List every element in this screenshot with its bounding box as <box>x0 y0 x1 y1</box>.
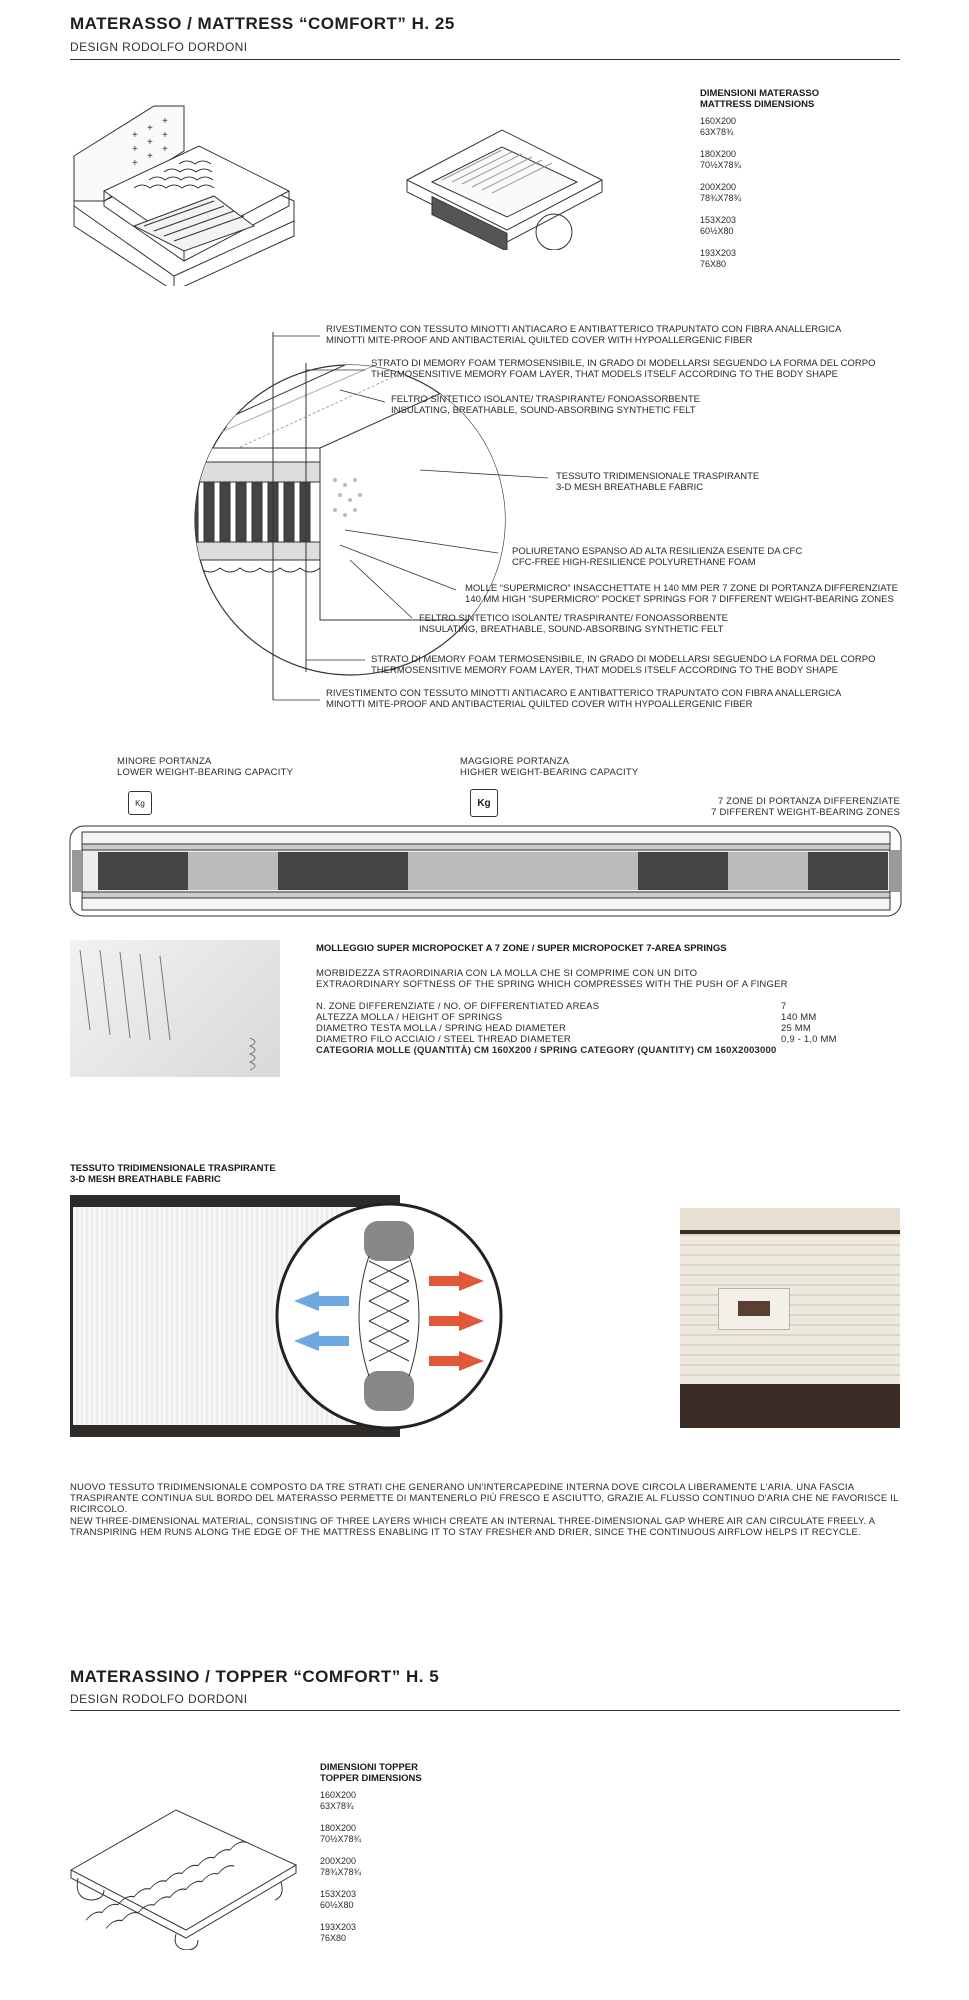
mattress-title: MATERASSO / MATTRESS “COMFORT” H. 25 <box>70 14 455 33</box>
layer-callout: FELTRO SINTETICO ISOLANTE/ TRASPIRANTE/ FONOASSORBENTE INSULATING, BREATHABLE, SOUND-ABSORBING SYNTHETIC FELT <box>391 394 700 416</box>
springs-desc-it: MORBIDEZZA STRAORDINARIA CON LA MOLLA CHE SI COMPRIME CON UN DITO <box>316 968 698 979</box>
dimension-item: 200X200 78¾X78¾ <box>320 1856 362 1877</box>
spec-row: DIAMETRO FILO ACCIAIO / STEEL THREAD DIAMETER 0,9 - 1,0 MM <box>316 1034 837 1045</box>
svg-text:+: + <box>147 137 153 148</box>
topper-dimensions: DIMENSIONI TOPPER TOPPER DIMENSIONS 160X200 63X78¾ 180X200 70½X78¾ 200X200 78¾X78¾ 153X203 60½X80 193X203 76X80 <box>320 1762 422 1943</box>
dimension-item: 193X203 76X80 <box>320 1922 357 1943</box>
layer-callout: STRATO DI MEMORY FOAM TERMOSENSIBILE, IN GRADO DI MODELLARSI SEGUENDO LA FORMA DEL CORPO THERMOSENSITIVE MEMORY FOAM LAYER, THAT MODELS ITSELF ACCORDING TO THE BODY SHAPE <box>371 358 876 380</box>
layer-callout: POLIURETANO ESPANSO AD ALTA RESILIENZA ESENTE DA CFC CFC-FREE HIGH-RESILIENCE POLYURETHANE FOAM <box>512 546 803 568</box>
mattress-photo <box>680 1208 900 1428</box>
svg-text:+: + <box>132 130 138 141</box>
dimension-item: 193X203 76X80 <box>700 248 737 269</box>
dimensions-title-en: MATTRESS DIMENSIONS <box>700 99 815 110</box>
topper-designer: DESIGN RODOLFO DORDONI <box>70 1692 248 1706</box>
spec-row: N. ZONE DIFFERENZIATE / NO. OF DIFFERENTIATED AREAS 7 <box>316 1001 787 1012</box>
spring-photo <box>70 940 280 1077</box>
topper-illustration <box>66 1800 306 1950</box>
mesh-title: TESSUTO TRIDIMENSIONALE TRASPIRANTE 3-D MESH BREATHABLE FABRIC <box>70 1163 276 1185</box>
dimension-item: 180X200 70½X78¾ <box>320 1823 362 1844</box>
svg-text:+: + <box>147 123 153 134</box>
dimension-item: 153X203 60½X80 <box>700 215 737 236</box>
light-weight-icon: Kg <box>128 791 152 815</box>
dimension-item: 153X203 60½X80 <box>320 1889 357 1910</box>
svg-text:+: + <box>147 151 153 162</box>
layer-callout: TESSUTO TRIDIMENSIONALE TRASPIRANTE 3-D MESH BREATHABLE FABRIC <box>556 471 760 493</box>
svg-text:+: + <box>162 116 168 127</box>
layer-callout: RIVESTIMENTO CON TESSUTO MINOTTI ANTIACARO E ANTIBATTERICO TRAPUNTATO CON FIBRA ANALLERGICA MINOTTI MITE-PROOF AND ANTIBACTERIAL QUILTED COVER WITH HYPOALLERGENIC FIBER <box>326 324 842 346</box>
layer-callout: MOLLE “SUPERMICRO” INSACCHETTATE H 140 MM PER 7 ZONE DI PORTANZA DIFFERENZIATE 140 MM HIGH “SUPERMICRO” POCKET SPRINGS FOR 7 DIFFERENT WEIGHT-BEARING ZONES <box>465 583 899 605</box>
layer-callout: STRATO DI MEMORY FOAM TERMOSENSIBILE, IN GRADO DI MODELLARSI SEGUENDO LA FORMA DEL CORPO THERMOSENSITIVE MEMORY FOAM LAYER, THAT MODELS ITSELF ACCORDING TO THE BODY SHAPE <box>371 654 876 676</box>
spring-category: CATEGORIA MOLLE (QUANTITÀ) CM 160X200 / SPRING CATEGORY (QUANTITY) CM 160X2003000 <box>316 1045 777 1056</box>
mesh-cross-section <box>274 1201 504 1431</box>
mesh-desc-it: NUOVO TESSUTO TRIDIMENSIONALE COMPOSTO DA TRE STRATI CHE GENERANO UN'INTERCAPEDINE INTERNA DOVE CIRCOLA LIBERAMENTE L'ARIA. UNA FASCIA TRASPIRANTE CONTINUA SUL BORDO DEL MATERASSO PERMETTE DI MANTENERLO PIÙ FRESCO E ASCIUTTO, GRAZIE AL FLUSSO CONTINUO D'ARIA CHE NE FAVORISCE IL RICIRCOLO. <box>70 1482 899 1515</box>
dimensions-title-it: DIMENSIONI MATERASSO <box>700 88 820 99</box>
dimension-item: 180X200 70½X78¾ <box>700 149 742 170</box>
springs-block <box>316 943 837 1056</box>
spec-row: DIAMETRO TESTA MOLLA / SPRING HEAD DIAMETER 25 MM <box>316 1023 812 1034</box>
layer-callout: RIVESTIMENTO CON TESSUTO MINOTTI ANTIACARO E ANTIBATTERICO TRAPUNTATO CON FIBRA ANALLERGICA MINOTTI MITE-PROOF AND ANTIBACTERIAL QUILTED COVER WITH HYPOALLERGENIC FIBER <box>326 688 842 710</box>
svg-text:+: + <box>162 144 168 155</box>
heavy-weight-icon: Kg <box>470 789 498 817</box>
dimension-item: 200X200 78¾X78¾ <box>700 182 742 203</box>
svg-text:+: + <box>162 130 168 141</box>
dimension-item: 160X200 63X78¾ <box>320 1790 357 1811</box>
mattress-designer: DESIGN RODOLFO DORDONI <box>70 40 248 54</box>
springs-title: MOLLEGGIO SUPER MICROPOCKET A 7 ZONE / SUPER MICROPOCKET 7-AREA SPRINGS <box>316 943 727 954</box>
springs-desc-en: EXTRAORDINARY SOFTNESS OF THE SPRING WHICH COMPRESSES WITH THE PUSH OF A FINGER <box>316 979 788 990</box>
dimension-item: 160X200 63X78¾ <box>700 116 737 137</box>
topper-divider <box>70 1710 900 1711</box>
spec-row: ALTEZZA MOLLA / HEIGHT OF SPRINGS 140 MM <box>316 1012 817 1023</box>
lower-capacity-label: MINORE PORTANZA LOWER WEIGHT-BEARING CAPACITY <box>117 756 294 778</box>
svg-text:+: + <box>132 158 138 169</box>
spring-zones-diagram <box>68 822 903 920</box>
mesh-desc-en: NEW THREE-DIMENSIONAL MATERIAL, CONSISTING OF THREE LAYERS WHICH CREATE AN INTERNAL THREE-DIMENSIONAL GAP WHERE AIR CAN CIRCULATE FREELY. A TRANSPIRING HEM RUNS ALONG THE EDGE OF THE MATTRESS ENABLING IT TO STAY FRESHER AND DRIER, SINCE THE CONTINUOUS AIRFLOW HELPS IT RECYCLE. <box>70 1516 875 1538</box>
zones-label: 7 ZONE DI PORTANZA DIFFERENZIATE 7 DIFFERENT WEIGHT-BEARING ZONES <box>711 796 900 818</box>
svg-text:+: + <box>132 144 138 155</box>
layer-callout: FELTRO SINTETICO ISOLANTE/ TRASPIRANTE/ FONOASSORBENTE INSULATING, BREATHABLE, SOUND-ABSORBING SYNTHETIC FELT <box>419 613 728 635</box>
topper-title: MATERASSINO / TOPPER “COMFORT” H. 5 <box>70 1667 440 1686</box>
higher-capacity-label: MAGGIORE PORTANZA HIGHER WEIGHT-BEARING CAPACITY <box>460 756 639 778</box>
